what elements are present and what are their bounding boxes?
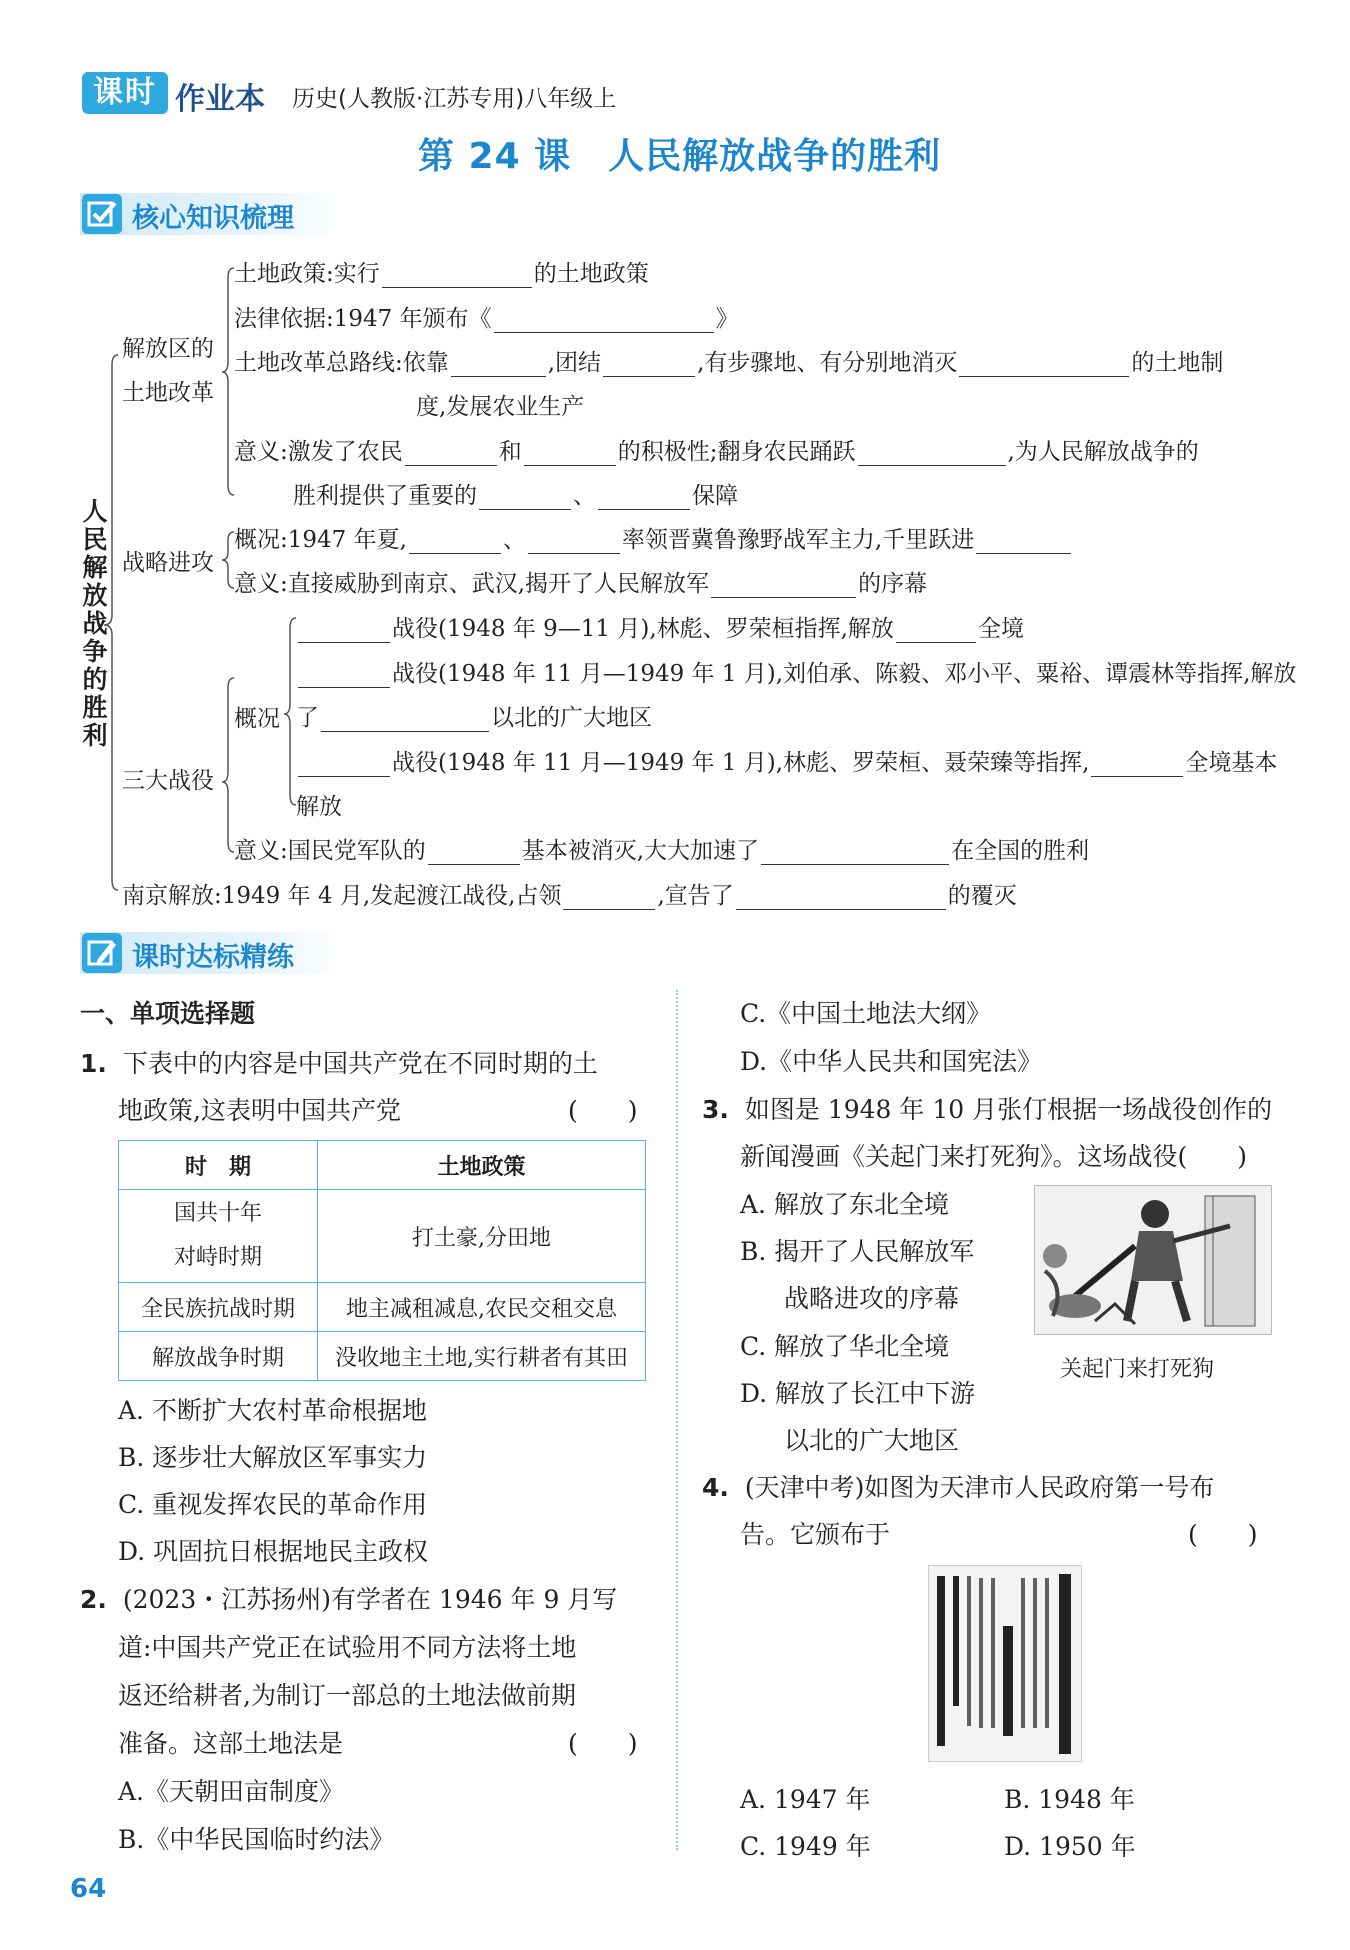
campaign2-line: 战役(1948 年 11 月—1949 年 1 月),刘伯承、陈毅、邓小平、粟裕、谭震林等指挥,解放 bbox=[296, 655, 1296, 688]
section-title-knowledge: 核心知识梳理 bbox=[132, 203, 294, 234]
table-row bbox=[119, 1332, 646, 1381]
blank[interactable] bbox=[298, 661, 390, 688]
blank[interactable] bbox=[976, 527, 1071, 554]
blank[interactable] bbox=[1091, 750, 1183, 777]
q1-option-d[interactable]: D. 巩固抗日根据地民主政权 bbox=[118, 1537, 429, 1566]
overview-label: 概况 bbox=[234, 706, 280, 732]
blank[interactable] bbox=[528, 527, 620, 554]
question-section-title: 一、单项选择题 bbox=[80, 999, 256, 1028]
blank[interactable] bbox=[298, 750, 390, 777]
blank[interactable] bbox=[563, 883, 655, 910]
logo: 课时 bbox=[93, 75, 157, 110]
proclamation-image bbox=[928, 1565, 1082, 1762]
q3-option-b[interactable]: B. 揭开了人民解放军 bbox=[740, 1237, 975, 1266]
q1-line1: 1. 下表中的内容是中国共产党在不同时期的土 bbox=[80, 1049, 598, 1078]
q1-answer-paren[interactable]: ( ) bbox=[568, 1096, 638, 1125]
branch3-label: 三大战役 bbox=[122, 768, 214, 794]
blank[interactable] bbox=[321, 705, 489, 732]
offensive-overview: 概况:1947 年夏, 、 率领晋冀鲁豫野战军主力,千里跃进 bbox=[234, 521, 1073, 554]
offensive-significance: 意义:直接威胁到南京、武汉,揭开了人民解放军 的序幕 bbox=[234, 571, 928, 597]
blank[interactable] bbox=[896, 616, 976, 643]
campaign3-line-cont: 解放 bbox=[296, 794, 342, 820]
q2-option-a[interactable]: A.《天朝田亩制度》 bbox=[118, 1777, 345, 1806]
blank[interactable] bbox=[428, 838, 520, 865]
general-line: 土地改革总路线:依靠 ,团结 ,有步骤地、有分别地消灭 的土地制 bbox=[234, 350, 1224, 376]
column-divider bbox=[676, 990, 678, 1850]
table-header-policy: 土地政策 bbox=[318, 1141, 646, 1190]
q1-line2: 地政策,这表明中国共产党 bbox=[118, 1096, 401, 1125]
blank[interactable] bbox=[603, 350, 695, 377]
q1-option-a[interactable]: A. 不断扩大农村革命根据地 bbox=[118, 1396, 427, 1425]
campaign1-line: 战役(1948 年 9—11 月),林彪、罗荣桓指挥,解放 全境 bbox=[296, 610, 1024, 643]
blank[interactable] bbox=[479, 483, 571, 510]
table-row bbox=[119, 1190, 646, 1283]
q3-line1: 3. 如图是 1948 年 10 月张仃根据一场战役创作的 bbox=[702, 1095, 1273, 1124]
q3-option-b-cont: 战略进攻的序幕 bbox=[784, 1284, 960, 1313]
blank[interactable] bbox=[736, 883, 946, 910]
q4-option-d[interactable]: D. 1950 年 bbox=[1004, 1832, 1136, 1861]
q4-line1: 4. (天津中考)如图为天津市人民政府第一号布 bbox=[702, 1473, 1215, 1502]
pencil-icon bbox=[82, 933, 122, 973]
cartoon-caption: 关起门来打死狗 bbox=[1060, 1357, 1215, 1382]
general-line-cont: 度,发展农业生产 bbox=[416, 394, 585, 420]
branch1-significance-cont: 胜利提供了重要的 、 保障 bbox=[293, 483, 738, 509]
blank[interactable] bbox=[494, 306, 714, 333]
branch2-label: 战略进攻 bbox=[122, 550, 214, 576]
q4-answer-paren[interactable]: ( ) bbox=[1188, 1520, 1258, 1549]
land-policy-table bbox=[118, 1140, 646, 1381]
q3-option-a[interactable]: A. 解放了东北全境 bbox=[740, 1190, 949, 1219]
table-cell-policy: 没收地主土地,实行耕者有其田 bbox=[318, 1332, 646, 1381]
q2-option-b[interactable]: B.《中华民国临时约法》 bbox=[118, 1825, 395, 1854]
q4-option-c[interactable]: C. 1949 年 bbox=[740, 1832, 871, 1861]
blank[interactable] bbox=[405, 439, 497, 466]
q2-line2: 道:中国共产党正在试验用不同方法将土地 bbox=[118, 1633, 577, 1662]
table-cell-period: 全民族抗战时期 bbox=[119, 1283, 318, 1332]
cartoon-image bbox=[1034, 1185, 1272, 1335]
blank[interactable] bbox=[598, 483, 690, 510]
blank[interactable] bbox=[524, 439, 616, 466]
q3-line2: 新闻漫画《关起门来打死狗》。这场战役( ) bbox=[740, 1142, 1248, 1171]
blank[interactable] bbox=[382, 261, 532, 288]
q2-option-d[interactable]: D.《中华人民共和国宪法》 bbox=[740, 1047, 1043, 1076]
brand-name: 作业本 bbox=[175, 82, 265, 117]
subject-line: 历史(人教版·江苏专用)八年级上 bbox=[292, 86, 617, 112]
q2-option-c[interactable]: C.《中国土地法大纲》 bbox=[740, 999, 992, 1028]
table-cell-period: 国共十年 对峙时期 bbox=[119, 1190, 318, 1283]
lesson-title: 第 24 课 人民解放战争的胜利 bbox=[418, 136, 942, 177]
table-row bbox=[119, 1283, 646, 1332]
page-number: 64 bbox=[70, 1874, 107, 1904]
table-header-period: 时 期 bbox=[119, 1141, 318, 1190]
campaign3-line: 战役(1948 年 11 月—1949 年 1 月),林彪、罗荣桓、聂荣臻等指挥, 全境基本 bbox=[296, 744, 1277, 777]
campaign2-line-cont: 了 以北的广大地区 bbox=[296, 705, 652, 731]
q3-option-d-cont: 以北的广大地区 bbox=[784, 1426, 960, 1455]
blank[interactable] bbox=[409, 527, 501, 554]
blank[interactable] bbox=[858, 439, 1006, 466]
branch1-significance: 意义:激发了农民 和 的积极性;翻身农民踊跃 ,为人民解放战争的 bbox=[234, 439, 1199, 465]
campaigns-significance: 意义:国民党军队的 基本被消灭,大大加速了 在全国的胜利 bbox=[234, 838, 1090, 864]
blank[interactable] bbox=[298, 616, 390, 643]
q1-option-c[interactable]: C. 重视发挥农民的革命作用 bbox=[118, 1490, 428, 1519]
table-header-row bbox=[119, 1141, 646, 1190]
q2-answer-paren[interactable]: ( ) bbox=[568, 1729, 638, 1758]
q3-option-c[interactable]: C. 解放了华北全境 bbox=[740, 1332, 950, 1361]
section-title-practice: 课时达标精练 bbox=[132, 942, 294, 973]
table-cell-policy: 打土豪,分田地 bbox=[318, 1190, 646, 1283]
q4-option-a[interactable]: A. 1947 年 bbox=[740, 1785, 871, 1814]
outline-root: 人民解放战争的胜利 bbox=[82, 497, 108, 750]
blank[interactable] bbox=[959, 350, 1129, 377]
q3-option-d[interactable]: D. 解放了长江中下游 bbox=[740, 1379, 976, 1408]
branch1-label-line2: 土地改革 bbox=[122, 380, 214, 406]
q4-line2: 告。它颁布于 bbox=[740, 1520, 891, 1549]
blank[interactable] bbox=[451, 350, 546, 377]
legal-basis-line: 法律依据:1947 年颁布《 》 bbox=[234, 306, 739, 332]
q2-line3: 返还给耕者,为制订一部总的土地法做前期 bbox=[118, 1681, 576, 1710]
q2-line4: 准备。这部土地法是 bbox=[118, 1729, 344, 1758]
land-policy-line: 土地政策:实行 的土地政策 bbox=[234, 261, 649, 287]
table-cell-period: 解放战争时期 bbox=[119, 1332, 318, 1381]
q1-option-b[interactable]: B. 逐步壮大解放区军事实力 bbox=[118, 1443, 428, 1472]
q4-option-b[interactable]: B. 1948 年 bbox=[1004, 1785, 1135, 1814]
nanjing-liberation-line: 南京解放:1949 年 4 月,发起渡江战役,占领 ,宣告了 的覆灭 bbox=[122, 883, 1017, 909]
blank[interactable] bbox=[761, 838, 949, 865]
blank[interactable] bbox=[711, 571, 856, 598]
q2-line1: 2. (2023・江苏扬州)有学者在 1946 年 9 月写 bbox=[80, 1585, 618, 1614]
table-cell-policy: 地主减租减息,农民交租交息 bbox=[318, 1283, 646, 1332]
branch1-label-line1: 解放区的 bbox=[122, 336, 214, 362]
